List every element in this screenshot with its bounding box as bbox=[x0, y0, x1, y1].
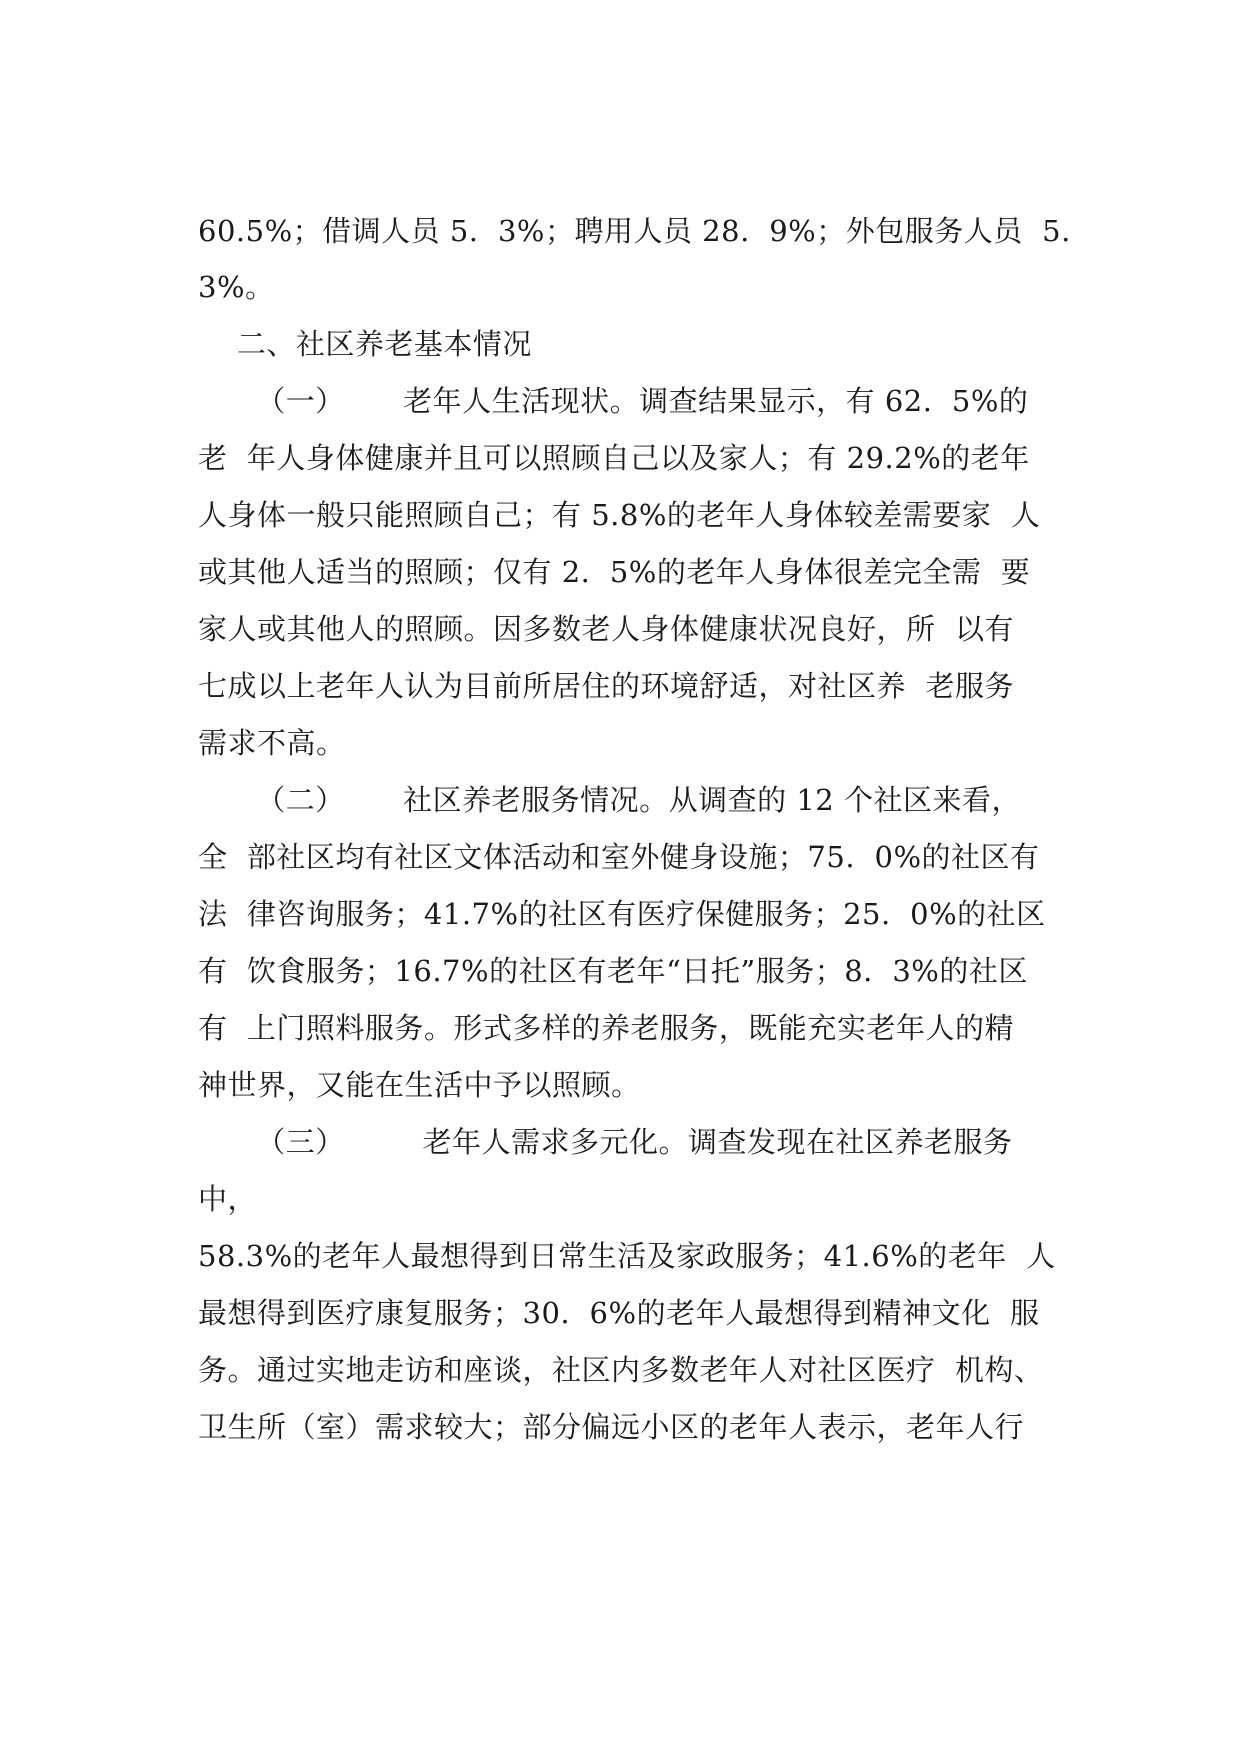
text-line: 务。通过实地走访和座谈，社区内多数老年人对社区医疗 机构、 bbox=[198, 1353, 1044, 1387]
text-line: 最想得到医疗康复服务；30. 6%的老年人最想得到精神文化 服 bbox=[198, 1296, 1040, 1330]
text-line: 家人或其他人的照顾。因多数老人身体健康状况良好，所 以有 bbox=[198, 612, 1014, 646]
text-line: 法 律咨询服务；41.7%的社区有医疗保健服务；25. 0%的社区 bbox=[198, 897, 1046, 931]
section-heading: 二、社区养老基本情况 bbox=[198, 327, 532, 361]
text-line: 七成以上老年人认为目前所居住的环境舒适，对社区养 老服务 bbox=[198, 669, 1014, 703]
subsection-heading-line: （二） 社区养老服务情况。从调查的 12 个社区来看， bbox=[198, 783, 1021, 817]
subsection-heading-line: （一） 老年人生活现状。调查结果显示，有 62. 5%的 bbox=[198, 384, 1029, 418]
text-line: 有 上门照料服务。形式多样的养老服务，既能充实老年人的精 bbox=[198, 1011, 1014, 1045]
text-line: 或其他人适当的照顾；仅有 2. 5%的老年人身体很差完全需 要 bbox=[198, 555, 1031, 589]
text-line: 60.5%；借调人员 5. 3%；聘用人员 28. 9%；外包服务人员 5. bbox=[198, 214, 1071, 248]
text-line: 3%。 bbox=[198, 270, 275, 304]
text-line: 58.3%的老年人最想得到日常生活及家政服务；41.6%的老年 人 bbox=[198, 1239, 1056, 1273]
text-line: 有 饮食服务；16.7%的社区有老年“日托”服务；8. 3%的社区 bbox=[198, 954, 1028, 988]
text-line: 老 年人身体健康并且可以照顾自己以及家人；有 29.2%的老年 bbox=[198, 441, 1030, 475]
text-line: 人身体一般只能照顾自己；有 5.8%的老年人身体较差需要家 人 bbox=[198, 498, 1041, 532]
text-line: 卫生所（室）需求较大；部分偏远小区的老年人表示，老年人行 bbox=[198, 1410, 1025, 1444]
subsection-heading-line: （三） 老年人需求多元化。调查发现在社区养老服务 bbox=[198, 1125, 1013, 1159]
text-line: 需求不高。 bbox=[198, 726, 346, 760]
text-line: 神世界，又能在生活中予以照顾。 bbox=[198, 1068, 641, 1102]
text-line: 全 部社区均有社区文体活动和室外健身设施；75. 0%的社区有 bbox=[198, 840, 1040, 874]
text-line: 中， bbox=[198, 1182, 258, 1216]
